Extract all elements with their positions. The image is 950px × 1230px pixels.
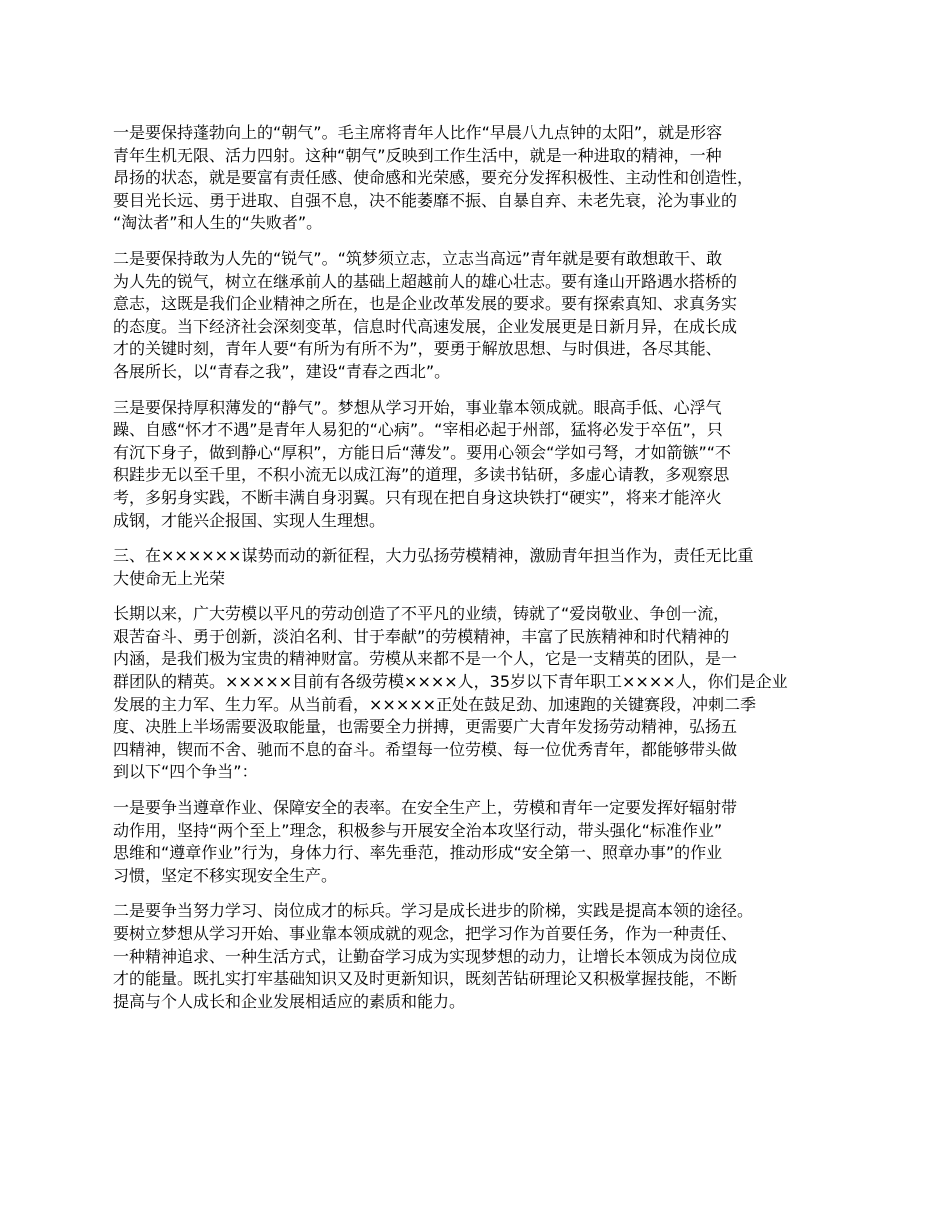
text-line: 习惯，坚定不移实现安全生产。 — [113, 865, 338, 885]
text-line: 二是要争当努力学习、岗位成才的标兵。学习是成长进步的阶梯，实践是提高本领的途径。 — [113, 901, 754, 921]
text-line: 三、在××××××谋势而动的新征程，大力弘扬劳模精神，激励青年担当作为，责任无比重 — [113, 546, 754, 566]
section-heading — [113, 545, 873, 590]
text-line: 各展所长，以“青春之我”，建设“青春之西北”。 — [113, 361, 451, 381]
text-line: 发展的主力军、生力军。从当前看，×××××正处在鼓足劲、加速跑的关键赛段，冲刺二季 — [113, 694, 757, 714]
text-line: 青年生机无限、活力四射。这种“朝气”反映到工作生活中，就是一种进取的精神，一种 — [113, 145, 722, 165]
text-line: 内涵，是我们极为宝贵的精神财富。劳模从来都不是一个人，它是一支精英的团队，是一 — [113, 649, 738, 669]
text-line: 长期以来，广大劳模以平凡的劳动创造了不平凡的业绩，铸就了“爱岗敬业、争创一流， — [113, 604, 730, 624]
text-line: 才的关键时刻，青年人要“有所为有所不为”，要勇于解放思想、与时俱进，各尽其能、 — [113, 339, 722, 359]
text-line: 有沉下身子，做到静心“厚积”，方能日后“薄发”。要用心领会“学如弓弩，才如箭镞”“不 — [113, 442, 732, 462]
text-line: 度、决胜上半场需要汲取能量，也需要全力拼搏，更需要广大青年发扬劳动精神，弘扬五 — [113, 717, 738, 737]
paragraph-model-workers — [113, 603, 873, 784]
paragraph-drive — [113, 248, 873, 384]
text-line: “淘汰者”和人生的“失败者”。 — [113, 213, 323, 233]
text-line: 躁、自感“怀才不遇”是青年人易犯的“心病”。“宰相必起于州部，猛将必发于卒伍”，只 — [113, 420, 723, 440]
text-line: 为人先的锐气，树立在继承前人的基础上超越前人的雄心壮志。要有逢山开路遇水搭桥的 — [113, 271, 738, 291]
text-line: 群团队的精英。×××××目前有各级劳模××××人，35岁以下青年职工××××人，你们是企业 — [113, 672, 788, 692]
paragraph-safety — [113, 797, 873, 887]
text-line: 昂扬的状态，就是要富有责任感、使命感和光荣感，要充分发挥积极性、主动性和创造性， — [113, 168, 754, 188]
text-line: 思维和“遵章作业”行为，身体力行、率先垂范，推动形成“安全第一、照章办事”的作业 — [113, 843, 723, 863]
text-line: 动作用，坚持“两个至上”理念，积极参与开展安全治本攻坚行动，带头强化“标准作业” — [113, 820, 723, 840]
text-line: 意志，这既是我们企业精神之所在，也是企业改革发展的要求。要有探索真知、求真务实 — [113, 294, 738, 314]
paragraph-vigor — [113, 122, 873, 235]
text-line: 三是要保持厚积薄发的“静气”。梦想从学习开始，事业靠本领成就。眼高手低、心浮气 — [113, 397, 722, 417]
text-line: 考，多躬身实践，不断丰满自身羽翼。只有现在把自身这块铁打“硬实”，将来才能淬火 — [113, 487, 722, 507]
text-line: 成钢，才能兴企报国、实现人生理想。 — [113, 510, 386, 530]
paragraph-learning — [113, 900, 873, 1013]
text-line: 到以下“四个争当”： — [113, 762, 258, 782]
text-line: 一是要保持蓬勃向上的“朝气”。毛主席将青年人比作“早晨八九点钟的太阳”，就是形容 — [113, 123, 723, 142]
text-line: 艰苦奋斗、勇于创新，淡泊名利、甘于奉献”的劳模精神，丰富了民族精神和时代精神的 — [113, 626, 730, 646]
paragraph-calm — [113, 397, 873, 533]
text-line: 四精神，锲而不舍、驰而不息的奋斗。希望每一位劳模、每一位优秀青年，都能够带头做 — [113, 739, 738, 759]
text-line: 一种精神追求、一种生活方式，让勤奋学习成为实现梦想的动力，让增长本领成为岗位成 — [113, 946, 738, 966]
text-line: 大使命无上光荣 — [113, 568, 226, 588]
text-line: 积跬步无以至千里，不积小流无以成江海”的道理，多读书钻研，多虚心请教，多观察思 — [113, 465, 730, 485]
text-line: 提高与个人成长和企业发展相适应的素质和能力。 — [113, 991, 466, 1011]
text-line: 的态度。当下经济社会深刻变革，信息时代高速发展，企业发展更是日新月异，在成长成 — [113, 316, 738, 336]
document-body — [113, 122, 873, 1026]
text-line: 二是要保持敢为人先的“锐气”。“筑梦须立志，立志当高远”青年就是要有敢想敢干、敢 — [113, 248, 723, 268]
text-line: 要树立梦想从学习开始、事业靠本领成就的观念，把学习作为首要任务，作为一种责任、 — [113, 924, 738, 943]
text-line: 要目光长远、勇于进取、自强不息，决不能萎靡不振、自暴自弃、未老先衰，沦为事业的 — [113, 190, 738, 210]
text-line: 一是要争当遵章作业、保障安全的表率。在安全生产上，劳模和青年一定要发挥好辐射带 — [113, 798, 738, 818]
text-line: 才的能量。既扎实打牢基础知识又及时更新知识，既刻苦钻研理论又积极掌握技能，不断 — [113, 969, 738, 989]
